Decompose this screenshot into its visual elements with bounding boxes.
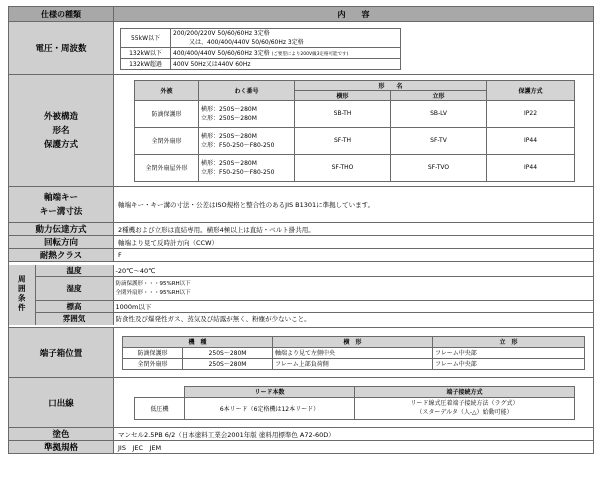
voltage-capacity: 132kW超過 bbox=[121, 58, 171, 69]
rotation-value: 軸端より見て反時計方向（CCW） bbox=[114, 236, 594, 249]
temperature-value: -20℃～40℃ bbox=[113, 265, 593, 277]
paint-label: 塗色 bbox=[9, 428, 114, 441]
enclosure-type: 全閉外扇屋外形 bbox=[135, 154, 199, 181]
outlet-label: 口出線 bbox=[9, 378, 114, 428]
paint-value: マンセル2.5PB 6/2（日本塗料工業会2001年版 塗料用標準色 A72-60D） bbox=[114, 428, 594, 441]
enclosure-row bbox=[9, 75, 594, 187]
altitude-value: 1000m以下 bbox=[113, 301, 593, 313]
shaft-row bbox=[9, 187, 594, 223]
terminal-range: 250S～280M bbox=[183, 347, 273, 358]
frame-vertical: 立形：F50-250～F80-250 bbox=[201, 168, 275, 176]
enclosure-row-closed bbox=[135, 127, 575, 154]
model-vertical: SF-TV bbox=[391, 127, 487, 154]
environment-table bbox=[9, 265, 593, 325]
header-spec-type: 仕様の種類 bbox=[9, 7, 114, 22]
paint-row bbox=[9, 428, 594, 441]
terminal-table bbox=[122, 336, 585, 370]
enclosure-head-frame: わく番号 bbox=[199, 80, 295, 100]
enclosure-head-protection: 保護方式 bbox=[487, 80, 575, 100]
atmosphere-value: 防食性及び爆発性ガス、蒸気及び結露が無く、粉塵が少ないこと。 bbox=[113, 313, 593, 325]
enclosure-type: 防滴保護形 bbox=[135, 100, 199, 127]
frame-vertical: 立形：F50-250～F80-250 bbox=[201, 141, 275, 149]
model-horizontal: SB-TH bbox=[295, 100, 391, 127]
humidity-label: 湿度 bbox=[35, 277, 113, 301]
atmosphere-label: 雰囲気 bbox=[35, 313, 113, 325]
standard-label: 準拠規格 bbox=[9, 441, 114, 454]
outlet-method-note: （スターデルタ（人-△）始動可能） bbox=[416, 409, 513, 416]
voltage-value: 200/200/220V 50/60/60Hz 3定格 bbox=[173, 29, 270, 37]
protection-class: IP44 bbox=[487, 154, 575, 181]
voltage-row-1 bbox=[121, 28, 401, 47]
header-row bbox=[9, 7, 594, 22]
enclosure-head-horizontal: 横形 bbox=[295, 90, 391, 100]
terminal-row bbox=[9, 328, 594, 378]
terminal-type: 全閉外扇形 bbox=[123, 358, 183, 369]
terminal-head-vertical: 立 形 bbox=[433, 336, 585, 347]
frame-horizontal: 横形：250S～280M bbox=[201, 132, 257, 140]
drive-value: 2種機および立形は直結専用。横形4極以上は直結・ベルト掛共用。 bbox=[114, 223, 594, 236]
terminal-range: 250S～280M bbox=[183, 358, 273, 369]
rotation-label: 回転方向 bbox=[9, 236, 114, 249]
frame-horizontal: 横形：250S～280M bbox=[201, 105, 257, 113]
insulation-row bbox=[9, 249, 594, 262]
standard-row bbox=[9, 441, 594, 454]
voltage-row-3 bbox=[121, 58, 401, 69]
voltage-capacity: 55kW以下 bbox=[121, 28, 171, 47]
enclosure-row-drip bbox=[135, 100, 575, 127]
rotation-row bbox=[9, 236, 594, 249]
terminal-horizontal: フレーム上部負荷側 bbox=[273, 358, 433, 369]
voltage-label: 電圧・周波数 bbox=[9, 22, 114, 75]
protection-class: IP44 bbox=[487, 127, 575, 154]
terminal-row-drip bbox=[123, 347, 585, 358]
enclosure-head-form: 形 名 bbox=[295, 80, 487, 90]
model-vertical: SF-TVO bbox=[391, 154, 487, 181]
model-horizontal: SF-TH bbox=[295, 127, 391, 154]
outlet-leads: 6本リード（6定格機は12本リード） bbox=[185, 397, 355, 419]
model-vertical: SB-LV bbox=[391, 100, 487, 127]
terminal-type: 防滴保護形 bbox=[123, 347, 183, 358]
frame-horizontal: 横形：250S～280M bbox=[201, 159, 257, 167]
protection-label: 保護方式 bbox=[43, 139, 78, 150]
model-label: 形名 bbox=[52, 125, 70, 136]
insulation-label: 耐熱クラス bbox=[9, 249, 114, 262]
environment-label: 周囲条件 bbox=[17, 274, 27, 313]
temperature-label: 温度 bbox=[35, 265, 113, 277]
terminal-horizontal: 軸端より見て左側中央 bbox=[273, 347, 433, 358]
voltage-row bbox=[9, 22, 594, 75]
model-horizontal: SF-THO bbox=[295, 154, 391, 181]
terminal-vertical: フレーム中央部 bbox=[433, 347, 585, 358]
enclosure-head-vertical: 立形 bbox=[391, 90, 487, 100]
header-content: 内 容 bbox=[114, 7, 594, 22]
drive-row bbox=[9, 223, 594, 236]
frame-vertical: 立形：250S～280M bbox=[201, 114, 257, 122]
outlet-table bbox=[134, 386, 575, 420]
enclosure-type: 全閉外扇形 bbox=[135, 127, 199, 154]
outlet-head-method: 端子接続方式 bbox=[355, 386, 575, 397]
voltage-value: 400V 50Hz又は440V 60Hz bbox=[171, 58, 401, 69]
terminal-label: 端子箱位置 bbox=[9, 328, 114, 378]
protection-class: IP22 bbox=[487, 100, 575, 127]
outlet-row-low-voltage bbox=[135, 397, 575, 419]
terminal-head-horizontal: 横 形 bbox=[273, 336, 433, 347]
voltage-note: (ご要望により200V級3定格可能です) bbox=[271, 52, 349, 57]
voltage-value: 400/400/440V 50/60/60Hz 3定格 bbox=[173, 50, 270, 57]
terminal-vertical: フレーム中央部 bbox=[433, 358, 585, 369]
humidity-closed: 全閉外扇形・・・95%RH以下 bbox=[115, 289, 191, 296]
shaft-key-label: 軸端キー bbox=[43, 192, 78, 203]
outlet-type: 低圧機 bbox=[135, 397, 185, 419]
voltage-value-alt: 又は、400/400/440V 50/60/60Hz 3定格 bbox=[189, 38, 304, 46]
outlet-head-leads: リード本数 bbox=[185, 386, 355, 397]
insulation-value: F bbox=[114, 249, 594, 262]
voltage-capacity: 132kW以下 bbox=[121, 47, 171, 58]
shaft-value: 軸端キー・キー溝の寸法・公差はISO規格と整合性のあるJIS B1301に準拠しています。 bbox=[114, 187, 594, 223]
outlet-row bbox=[9, 378, 594, 428]
terminal-row-closed bbox=[123, 358, 585, 369]
spec-table bbox=[8, 6, 594, 454]
standard-value: JIS JEC JEM bbox=[114, 441, 594, 454]
drive-label: 動力伝達方式 bbox=[9, 223, 114, 236]
environment-row bbox=[9, 262, 594, 328]
enclosure-row-outdoor bbox=[135, 154, 575, 181]
keyway-label: キー溝寸法 bbox=[39, 206, 83, 217]
enclosure-label: 外被構造 bbox=[43, 111, 78, 122]
outlet-method: リード線式圧着端子接続方法（ラグ式） bbox=[410, 400, 519, 407]
enclosure-head-outer: 外被 bbox=[135, 80, 199, 100]
enclosure-table bbox=[134, 80, 575, 182]
humidity-drip: 防滴保護形・・・95%RH以下 bbox=[115, 280, 191, 287]
voltage-table bbox=[120, 28, 401, 70]
terminal-head-type: 機 種 bbox=[123, 336, 273, 347]
altitude-label: 標高 bbox=[35, 301, 113, 313]
voltage-row-2 bbox=[121, 47, 401, 58]
